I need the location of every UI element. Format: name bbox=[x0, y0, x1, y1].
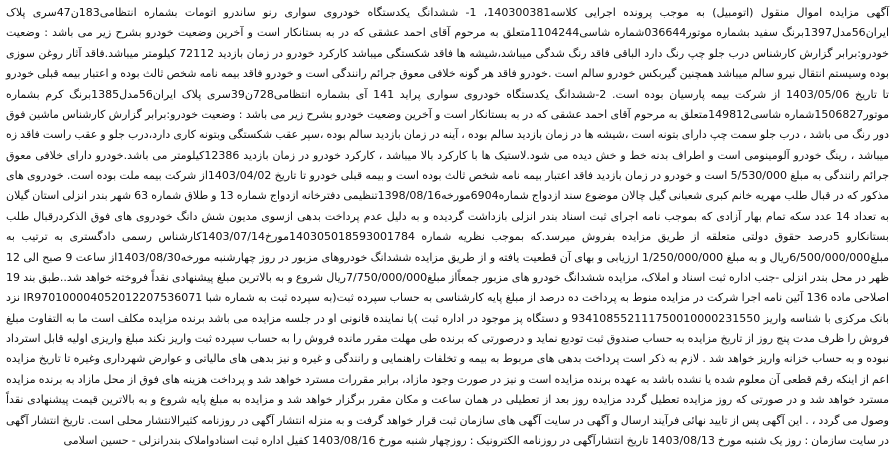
notice-body-text: آگهی مزایده اموال منقول (اتومبیل) به موجب پرونده اجرایی کلاسه140300381، 1- ششدانگ یکدستگاه خودروی سواری رنو ساندرو اتومات بشماره انتظامی183ن47سری پلاک ایران56مدل1397برنگ سفید بشماره موتور036644شماره شاسی1104244متعلق به مرحوم آقای احمد عشقی که در به بستانکار است و آخرین وضعیت خودرو بشرح زیر می باشد : وضعیت خودرو:برابر گزارش کارشناس درب جلو چپ رنگ دارد الباقی فاقد رنگ شدگی میباشد،شیشه ها فاقد شکستگی میباشد کارکرد خودرو در زمان بازدید 72112 کیلومتر میباشد.فاقد آثار روغن سوزی بوده وسیستم انتقال نیرو سالم میباشد همچنین گیربکس خودرو سالم است .خودرو فاقد هر گونه خلافی معوق جرائم رانندگی است و خودرو فاقد بیمه نامه شخص ثالث بوده و اعتبار بیمه قبلی خودرو تا تاریخ 1403/05/06 از شرکت بیمه پارسیان بوده است. 2-ششدانگ یکدستگاه خودروی سواری پراید 141 آی بشماره انتظامی728ن39سری پلاک ایران56مدل1385برنگ کرم بشماره موتور1506827شماره شاسی149812متعلق به مرحوم آقای احمد عشقی که در به بستانکار است و آخرین وضعیت خودرو بشرح زیر می باشد : وضعیت خودرو:برابر گزارش کارشناس ماشین فوق دور رنگ می باشد ، درب جلو سمت چپ دارای بتونه است ،شیشه ها در زمان بازدید سالم بوده ، آینه در زمان بازدید سالم بوده ،سپر عقب شکستگی وبتونه کاری دارد،درب جلو و عقب راست فاقد زه میباشد ، رینگ خودرو آلومینومی است و اطراف بدنه خط و خش دیده می شود.لاستیک ها با کارکرد بالا میباشد ، کارکرد خودرو در زمان بازدید 12386کیلومتر می باشد.خودرو دارای خلافی معوق جرائم رانندگی به مبلغ 5/530/000 است و خودرو در زمان بازدید فاقد اعتبار بیمه نامه شخص ثالث بوده است و بیمه قبلی خودرو تا تاریخ 1403/04/02از شرکت بیمه ملت بوده است. خودروی های مذکور که در قبال طلب مهریه خانم کبری شعبانی گیل چالان موضوع سند ازدواج شماره6904مورخه1398/08/16تنظیمی دفترخانه ازدواج شماره 13 و طلاق شماره 63 شهر بندر انزلی استان گیلان به تعداد 14 عدد سکه تمام بهار آزادی که بموجب نامه اجرای ثبت اسناد بندر انزلی بازداشت گردیده و به دلیل عدم پرداخت بدهی ازسوی مدیون شش دانگ خودروی های فوق الذکردرقبال طلب بستانکارو 5درصد حقوق دولتی متعلقه از طریق مزایده بفروش میرسد.که بموجب نظریه شماره 140305018593001784مورخ1403/07/14کارشناس رسمی دادگستری به ترتیب به مبلغ6/500/000/000ریال و به مبلغ 1/250/000/000 ارزیابی و بهای آن قطعیت یافته و از طریق مزایده ششدانگ خودروهای مزبور در روز چهارشنبه مورخه1403/08/30از ساعت 9 صبح الی 12 ظهر در محل بندر انزلی -جنب اداره ثبت اسناد و املاک، مزایده ششدانگ خودرو های مزبور جمعاًاز مبلغ7/750/000/000ریال شروع و به بالاترین مبلغ پیشنهادی نقداً فروخته خواهد شد..طبق بند 19 اصلاحی ماده 136 آئین نامه اجرا شرکت در مزایده منوط به پرداخت ده درصد از مبلغ پایه کارشناسی به حساب سپرده ثبت(به سپرده ثبت به شماره شبا IR970100004052012207536071 نزد بانک مرکزی با شناسه واریز 934108552111750010000231550 و دستگاه پز موجود در اداره ثبت )با نماینده قانونی او در جلسه مزایده می باشد برنده مزایده مکلف است ما به التفاوت مبلغ فروش را ظرف مدت پنج روز از تاریخ مزایده به حساب صندوق ثبت تودیع نماید و درصورتی که برنده طی مهلت مقرر مانده فروش را به حساب سپرده ثبت واریز نکند مبلغ واریزی اولیه قابل استرداد نبوده و به حساب خزانه واریز خواهد شد . لازم به ذکر است پرداخت بدهی های مربوط به بیمه و تخلفات راهنمایی و رانندگی و غیره و نیز بدهی های مالیاتی و عوارض شهرداری وغیره تا تاریخ مزایده اعم از اینکه رقم قطعی آن معلوم شده یا نشده باشد به عهده برنده مزایده است و نیز در صورت وجود مازاد، برابر مقررات مسترد خواهد شد و پرداخت هزینه های فوق از محل مازاد به برنده مزایده مسترد خواهد شد و در صورتی که روز مزایده تعطیل گردد مزایده روز بعد از تعطیلی در همان ساعت و مکان مقرر برگزار خواهد شد و مزایده به مبلغ پایه شروع و به بالاترین قیمت پیشنهادی نقداً وصول می گردد ، . این آگهی پس از تایید نهائی فرآیند ارسال و آگهی در سایت آگهی های سازمان ثبت قرار خواهد گرفت و به منزله انتشار آگهی در روزنامه کثیرالانتشار محلی است. تاریخ انتشار آگهی در سایت سازمان : روز یک شنبه مورخ 1403/08/13 تاریخ انتشارآگهی در روزنامه الکترونیک : روزچهار شنبه مورخ 1403/08/16 کفیل اداره ثبت اسنادواملاک بندرانزلی - حسین اسلامی bbox=[6, 6, 890, 447]
auction-notice bbox=[6, 3, 889, 451]
